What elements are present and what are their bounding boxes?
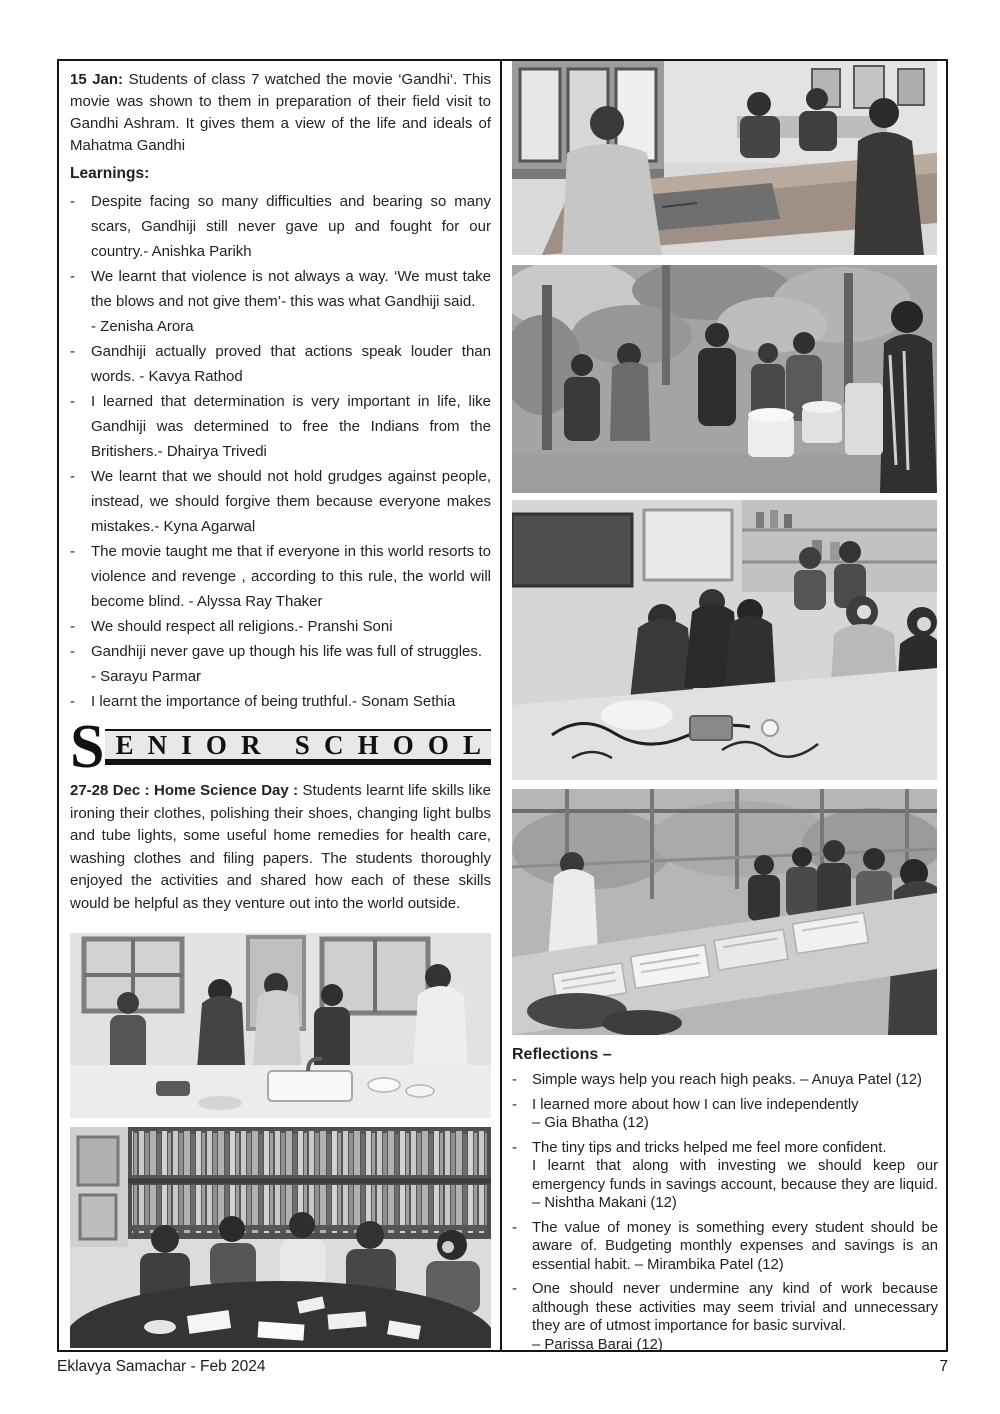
list-item <box>70 639 491 689</box>
bullet-dash: - <box>70 618 75 635</box>
list-item <box>70 689 491 714</box>
reflections-section <box>512 1046 938 1360</box>
jan15-paragraph <box>70 69 491 157</box>
list-item-text: We should respect all religions.- Pranshi Soni <box>91 618 393 635</box>
bullet-dash: - <box>70 343 75 360</box>
bullet-dash: - <box>70 193 75 210</box>
photo-outdoor-buckets-art <box>512 265 937 493</box>
photo-classroom-discussion <box>512 61 937 255</box>
reflection-text: I learnt that along with investing we should keep our emergency funds in savings account, because they are liquid. – Nishtha Makani (12) <box>532 1158 938 1211</box>
page-number: 7 <box>939 1358 948 1375</box>
bullet-dash: - <box>512 1139 517 1156</box>
reflection-text: The tiny tips and tricks helped me feel more confident. <box>532 1139 887 1156</box>
photo-home-science-room <box>70 933 491 1118</box>
learnings-list <box>70 189 491 714</box>
bullet-dash: - <box>70 693 75 710</box>
left-column <box>70 69 491 930</box>
photo-library-table <box>70 1127 491 1348</box>
learnings-heading: Learnings: <box>70 165 150 182</box>
list-item <box>70 264 491 339</box>
column-divider <box>500 61 502 1350</box>
list-item-text: I learnt the importance of being truthful.- Sonam Sethia <box>91 693 456 710</box>
list-item <box>70 189 491 264</box>
bullet-dash: - <box>70 393 75 410</box>
bullet-dash: - <box>70 268 75 285</box>
list-item-text: Gandhiji actually proved that actions speak louder than words. - Kavya Rathod <box>91 343 491 385</box>
photo-classroom-discussion-art <box>512 61 937 255</box>
reflection-text: The value of money is something every student should be aware of. Budgeting monthly expenses and savings is an essential habit. – Mirambika Patel (12) <box>532 1219 938 1273</box>
reflection-item <box>512 1280 938 1354</box>
photo-outdoor-buckets <box>512 265 937 493</box>
list-item <box>70 464 491 539</box>
jan15-date-lead: 15 Jan: <box>70 71 124 88</box>
dec27-paragraph <box>70 780 491 915</box>
list-item-attribution: - Sarayu Parmar <box>91 668 202 685</box>
reflections-heading: Reflections – <box>512 1046 612 1063</box>
list-item-text: Gandhiji never gave up though his life was full of struggles. <box>91 643 483 660</box>
list-item-text: The movie taught me that if everyone in this world resorts to violence and revenge , according to this rule, the world will become blind. - Alyssa Ray Thaker <box>91 543 491 610</box>
dec27-body: Students learnt life skills like ironing their clothes, polishing their shoes, changing light bulbs and tube lights, some useful home remedies for health care, washing clothes and filing papers. The students thoroughly enjoyed the activities and shared how each of these skills would be helpful as they venture out into the world outside. <box>70 782 491 912</box>
bullet-dash: - <box>512 1281 517 1297</box>
list-item-attribution: - Zenisha Arora <box>91 318 194 335</box>
reflection-item <box>512 1096 938 1133</box>
bullet-dash: - <box>70 468 75 485</box>
reflection-attribution: – Gia Bhatha (12) <box>532 1115 649 1131</box>
jan15-body: Students of class 7 watched the movie ‘Gandhi‘. This movie was shown to them in preparation of their field visit to Gandhi Ashram. It gives them a view of the life and ideals of Mahatma Gandhi <box>70 71 491 154</box>
reflection-item <box>512 1071 938 1090</box>
dec27-date-lead: 27-28 Dec : Home Science Day : <box>70 782 303 799</box>
photo-wiring-activity-art <box>512 500 937 780</box>
photo-newspaper-table-art <box>512 789 937 1035</box>
bullet-dash: - <box>70 643 75 660</box>
list-item <box>70 389 491 464</box>
senior-school-banner <box>70 713 491 781</box>
bullet-dash: - <box>512 1072 517 1088</box>
list-item <box>70 339 491 389</box>
photo-library-table-art <box>70 1127 491 1348</box>
bullet-dash: - <box>70 543 75 560</box>
banner-dropcap: S <box>70 713 105 781</box>
list-item <box>70 614 491 639</box>
newsletter-title: Eklavya Samachar - Feb 2024 <box>57 1358 266 1375</box>
page-footer <box>57 1358 948 1376</box>
reflection-item <box>512 1139 938 1213</box>
list-item-text: I learned that determination is very important in life, like Gandhiji was determined to free the Indians from the Britishers.- Dhairya Trivedi <box>91 393 491 460</box>
list-item <box>70 539 491 614</box>
bullet-dash: - <box>512 1096 517 1113</box>
reflection-item <box>512 1219 938 1275</box>
photo-newspaper-table <box>512 789 937 1035</box>
list-item-text: Despite facing so many difficulties and bearing so many scars, Gandhiji still never gave up and fought for our country.- Anishka Parikh <box>91 193 491 260</box>
list-item-text: We learnt that we should not hold grudges against people, instead, we should forgive them because everyone makes mistakes.- Kyna Agarwal <box>91 468 491 535</box>
photo-home-science-room-art <box>70 933 491 1118</box>
photo-wiring-activity <box>512 500 937 780</box>
reflection-text: I learned more about how I can live independently <box>532 1096 859 1113</box>
list-item-text: We learnt that violence is not always a way. ‘We must take the blows and not give them’- this was what Gandhiji said. <box>91 268 491 310</box>
reflection-text: One should never undermine any kind of work because although these activities may seem trivial and unnecessary they are of utmost importance for basic survival. <box>532 1281 938 1334</box>
page-border-frame <box>57 59 948 1352</box>
bullet-dash: - <box>512 1219 517 1236</box>
reflection-text: Simple ways help you reach high peaks. – Anuya Patel (12) <box>532 1072 922 1088</box>
reflection-attribution: – Parissa Barai (12) <box>532 1336 663 1353</box>
banner-bar: E N I O R S C H O O L <box>105 729 491 765</box>
